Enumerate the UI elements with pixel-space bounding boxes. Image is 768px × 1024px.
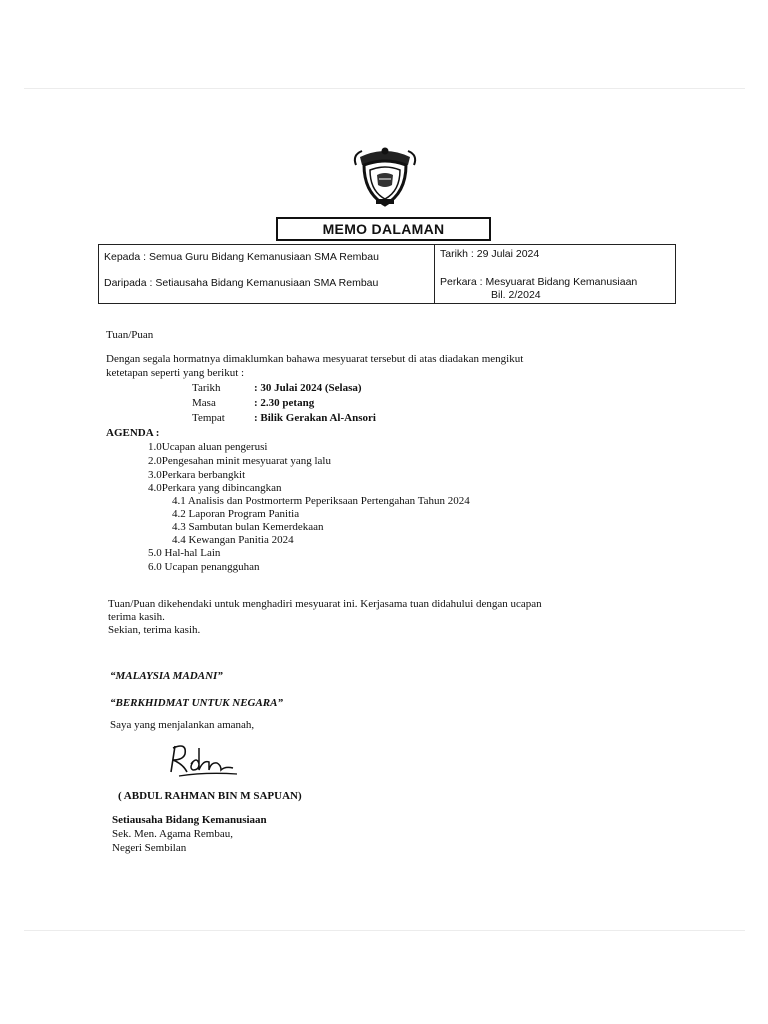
signatory-position: Setiausaha Bidang Kemanusiaan [112, 814, 267, 826]
agenda-item: 3.0Perkara berbangkit [148, 469, 246, 481]
closing-line-3: Sekian, terima kasih. [108, 624, 201, 636]
handwritten-signature [165, 738, 240, 780]
header-column-divider [434, 245, 435, 303]
header-subject: Perkara : Mesyuarat Bidang Kemanusiaan [440, 276, 638, 288]
motto-malaysia-madani: “MALAYSIA MADANI” [110, 670, 223, 682]
salutation: Tuan/Puan [106, 329, 154, 341]
agenda-subitem: 4.2 Laporan Program Panitia [172, 508, 300, 520]
detail-label-date: Tarikh [192, 382, 221, 394]
bottom-divider [24, 930, 745, 931]
detail-value-date: : 30 Julai 2024 (Selasa) [254, 382, 362, 394]
memo-title: MEMO DALAMAN [276, 217, 491, 241]
agenda-subitem: 4.3 Sambutan bulan Kemerdekaan [172, 521, 324, 533]
detail-label-time: Masa [192, 397, 216, 409]
school-crest-icon [350, 143, 420, 209]
motto-berkhidmat: “BERKHIDMAT UNTUK NEGARA” [110, 697, 283, 709]
signatory-name: ( ABDUL RAHMAN BIN M SAPUAN) [118, 790, 302, 802]
memo-header-table [98, 244, 676, 304]
trust-line: Saya yang menjalankan amanah, [110, 719, 255, 731]
header-recipient: Kepada : Semua Guru Bidang Kemanusiaan SMA Rembau [104, 251, 379, 263]
signatory-school: Sek. Men. Agama Rembau, [112, 828, 233, 840]
detail-value-time: : 2.30 petang [254, 397, 315, 409]
detail-label-venue: Tempat [192, 412, 225, 424]
agenda-item: 2.0Pengesahan minit mesyuarat yang lalu [148, 455, 331, 467]
closing-line-2: terima kasih. [108, 611, 165, 623]
header-sender: Daripada : Setiausaha Bidang Kemanusiaan SMA Rembau [104, 277, 379, 289]
intro-line-2: ketetapan seperti yang berikut : [106, 367, 245, 379]
top-divider [24, 88, 745, 89]
header-subject-number: Bil. 2/2024 [491, 289, 541, 301]
agenda-item: 4.0Perkara yang dibincangkan [148, 482, 282, 494]
agenda-item: 1.0Ucapan aluan pengerusi [148, 441, 268, 453]
closing-line-1: Tuan/Puan dikehendaki untuk menghadiri mesyuarat ini. Kerjasama tuan didahului dengan ucapan [108, 598, 542, 610]
agenda-item: 5.0 Hal-hal Lain [148, 547, 221, 559]
agenda-item: 6.0 Ucapan penangguhan [148, 561, 260, 573]
agenda-subitem: 4.1 Analisis dan Postmorterm Peperiksaan Pertengahan Tahun 2024 [172, 495, 470, 507]
signatory-state: Negeri Sembilan [112, 842, 187, 854]
intro-line-1: Dengan segala hormatnya dimaklumkan bahawa mesyuarat tersebut di atas diadakan mengikut [106, 353, 524, 365]
agenda-heading: AGENDA : [106, 427, 160, 439]
detail-value-venue: : Bilik Gerakan Al-Ansori [254, 412, 376, 424]
header-date: Tarikh : 29 Julai 2024 [440, 248, 540, 260]
agenda-subitem: 4.4 Kewangan Panitia 2024 [172, 534, 294, 546]
